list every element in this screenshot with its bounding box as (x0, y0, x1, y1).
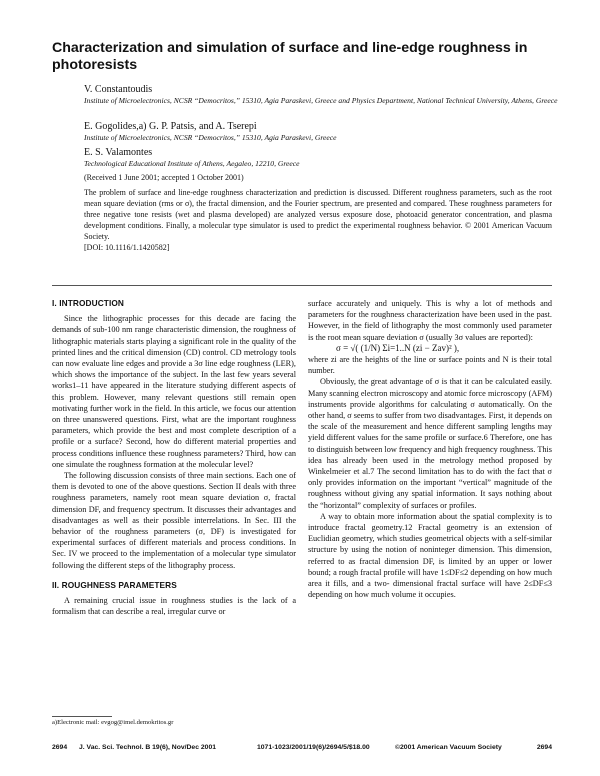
author-line-1: V. Constantoudis (84, 84, 153, 95)
intro-paragraph-2: The following discussion consists of three main sections. Each one of them is devoted to one of the above questions. Section II deals with three roughness parameters, namely root mean square deviation σ, fractal dimension DF, and frequency spectrum. It discusses their advantages and disadvantages as well as their possible interrelations. In Sec. III the behavior of the roughness parameters (σ, DF) is investigated for experimental surfaces of different materials and process conditions. In Sec. IV we proceed to the implementation of a molecular type simulator following the different steps of the lithography process. (52, 471, 296, 570)
page-footer (52, 744, 552, 754)
footnote-email: a)Electronic mail: evgog@imel.demokritos.gr (52, 719, 174, 726)
affiliation-1: Institute of Microelectronics, NCSR “Democritos,” 15310, Agia Paraskevi, Greece and Physics Department, National Technical University, Athens, Greece (84, 96, 558, 105)
equation-sigma: σ = √( (1/N) Σi=1..N (zi − Zav)² ), (336, 342, 460, 353)
right-column (308, 298, 552, 600)
right-paragraph-3: Obviously, the great advantage of σ is that it can be calculated easily. Many scanning electron microscopy and atomic force microscopy (AFM) instruments provide algorithms for calculating σ automatically. On the other hand, σ seems to suffer from two disadvantages. First, it depends on the scale of the measurement and hence different sampling lengths may yield different values for the same profile or surface.6 Therefore, one has to distinguish between low frequency and high frequency roughness. This idea has already been used in the metrology method proposed by Winkelmeier et al.7 The second limitation has to do with the fact that σ only provides information on the important “vertical” magnitude of the roughness without giving any spatial information. It says nothing about the “horizontal” complexity of surfaces or profiles. (308, 377, 552, 510)
footer-copyright: ©2001 American Vacuum Society (395, 744, 502, 751)
footer-page-right: 2694 (536, 744, 552, 751)
doi: [DOI: 10.1116/1.1420582] (84, 242, 170, 252)
footer-issn: 1071-1023/2001/19(6)/2694/5/$18.00 (257, 744, 370, 751)
abstract (84, 188, 552, 253)
roughness-paragraph-1: A remaining crucial issue in roughness studies is the lack of a formalism that can describe a real, irregular curve or (52, 596, 296, 617)
author-line-2: E. Gogolides,a) G. P. Patsis, and A. Tserepi (84, 121, 257, 132)
abstract-divider (52, 285, 552, 286)
abstract-text: The problem of surface and line-edge roughness characterization and prediction is discussed. Different roughness parameters, such as the root mean square deviation (rms or σ), the fractal dimension, and the Fourier spectrum, are presented and compared. These roughness parameters for three negative tone resists (wet and plasma developed) are analyzed versus exposure dose, photoacid generator concentration, and plasma development conditions. Finally, a molecular type simulator is used to predict the experimental roughness behavior. © 2001 American Vacuum Society. (84, 188, 552, 241)
right-paragraph-1: surface accurately and uniquely. This is why a lot of methods and parameters for the roughness characterization have been used in the past. However, in the field of lithography the most commonly used parameter is the root mean square deviation σ (usually 3σ values are reported): (308, 299, 552, 342)
author-line-3: E. S. Valamontes (84, 147, 153, 158)
affiliation-2: Institute of Microelectronics, NCSR “Democritos,” 15310, Agia Paraskevi, Greece (84, 133, 337, 142)
received-dates: (Received 1 June 2001; accepted 1 October 2001) (84, 173, 244, 182)
section-heading-roughness: II. ROUGHNESS PARAMETERS (52, 579, 177, 590)
footer-page-left: 2694 (52, 744, 68, 751)
footnote-divider (52, 716, 112, 717)
section-heading-introduction: I. INTRODUCTION (52, 298, 125, 308)
paper-title: Characterization and simulation of surface and line-edge roughness in photoresists (52, 40, 528, 73)
right-paragraph-4: A way to obtain more information about the spatial complexity is to introduce fractal geometry.12 Fractal geometry is an extension of Euclidian geometry, which studies geometrical objects with a self-similar structure by using the notion of noninteger dimension. This dimension, referred to as fractal dimension DF, is limited by an upper or lower bound; a rough fractal profile will have 1≤DF≤2 depending on how much area it fills, and a two- dimensional fractal surface will have 2≤DF≤3 depending on how much volume it occupies. (308, 511, 552, 600)
affiliation-3: Technological Educational Institute of Athens, Aegaleo, 12210, Greece (84, 159, 300, 168)
footer-journal: J. Vac. Sci. Technol. B 19(6), Nov/Dec 2001 (79, 744, 217, 751)
right-paragraph-2: where zi are the heights of the line or surface points and N is their total number. (308, 355, 552, 376)
intro-paragraph-1: Since the lithographic processes for this decade are facing the demands of sub-100 nm range characteristic dimension, the roughness of lithographic materials starts playing a significant role in the quality of the printed lines and the critical dimension (CD) control. CD metrology tools can now evaluate line edges and provide a 3σ line edge roughness (LER), which shows the importance of the subject. In the last few years several works1–11 have appeared in the literature studying different aspects of this problem. However, many relevant questions still remain open motivating further work in the field. In this article, we focus our attention on three unanswered questions. First, what are the important roughness parameters, which provide the best and most complete description of a profile or a surface? Second, how do different material properties and process conditions influence these roughness parameters? Third, how can one simulate the roughness formation at the molecular level? (52, 314, 296, 469)
left-column (52, 298, 296, 617)
